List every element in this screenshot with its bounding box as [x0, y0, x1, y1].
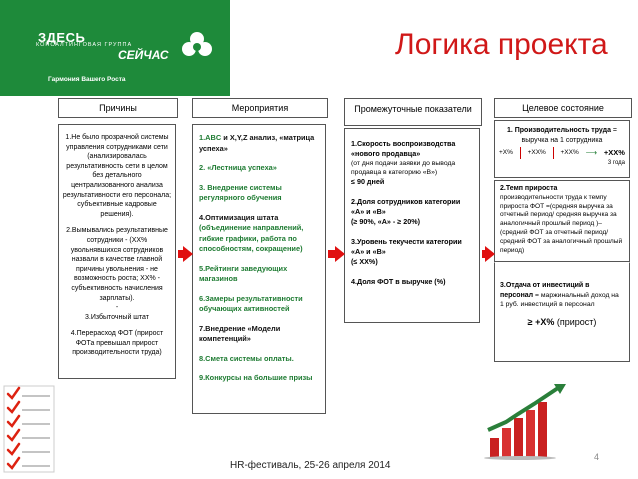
measure-item-1: [199, 133, 319, 154]
measure-item-4: [199, 213, 319, 255]
logo-line1: ЗДЕСЬ: [38, 30, 86, 45]
target-3-value-bold: ≥ +X%: [527, 316, 555, 327]
measures-header-label: Мероприятия: [231, 103, 289, 113]
cause-item-3: 3.Избыточный штат: [85, 313, 149, 321]
growth-chart-icon: [484, 382, 572, 460]
target-3-title: 3.Отдача от инвестиций в персонал: [500, 282, 590, 299]
step-1: +X%: [499, 149, 513, 157]
measure-9-key: 9.Конкурсы на большие призы: [199, 373, 313, 382]
causes-header-label: Причины: [99, 103, 137, 113]
target-1-title: 1. Производительность труда: [506, 127, 611, 134]
arrow-3-icon: [485, 246, 495, 262]
measure-4-rest: (объединение направлений, гибкие графики, работа по способностям, сокращение): [199, 223, 304, 253]
logo-line3: СЕЙЧАС: [118, 48, 169, 62]
kpi-1-title: 1.Скорость воспроизводства «нового продавца»: [351, 139, 456, 158]
kpi-1-note: (от дня подачи заявки до вывода продавца в категорию «В»): [351, 160, 456, 176]
intermediate-header-label: Промежуточные показатели: [354, 104, 472, 114]
measure-4-key: 4.Оптимизация штата: [199, 212, 279, 222]
intermediate-header: [344, 98, 482, 126]
measures-box: [192, 124, 326, 414]
target-3-value: [500, 318, 624, 328]
measure-5-key: 5.Рейтинги заведующих магазинов: [199, 263, 288, 283]
target-2-body: производительности труда к темпу прироста ФОТ =(средняя выручка за отчетный период/ средняя выручка за аналогичный прошлый период )– (средний ФОТ за отчетный период/ средний ФОТ за аналогичный прошлый период): [500, 193, 623, 254]
measure-item-8: [199, 354, 319, 365]
cause-item-2: 2.Вымывались результативные сотрудники - (XX% увольнявшихся сотрудников назвали в качестве главной причины увольнения - не возможность роста; XX% - субъективность начисления зарплаты).: [66, 227, 168, 302]
step-3: +XX%: [560, 149, 579, 157]
measure-item-6: [199, 294, 319, 315]
clover-logo-icon: [180, 30, 214, 64]
target-box-2: [494, 180, 630, 262]
target-1-steps: +X% +XX% +XX% ⟶ +XX%: [499, 148, 625, 158]
causes-header: [58, 98, 178, 118]
target-header-label: Целевое состояние: [522, 103, 604, 113]
target-header: [494, 98, 632, 118]
step-final: +XX%: [603, 148, 625, 158]
page-title: Логика проекта: [395, 28, 608, 61]
measure-6-key: 6.Замеры результативности обучающих активностей: [199, 293, 303, 313]
checklist-icon: [2, 382, 58, 474]
measure-item-2: [199, 163, 319, 174]
target-2-title: 2.Темп прироста: [500, 185, 558, 192]
target-1-period: 3 года: [607, 160, 625, 166]
footer-text: HR-фестиваль, 25-26 апреля 2014: [230, 460, 391, 471]
target-1-rest: = выручка на 1 сотрудника: [521, 127, 618, 144]
measure-1-rest: и X,Y,Z анализ, «матрица успеха»: [199, 133, 315, 153]
kpi-3-value: (≤ XX%): [351, 257, 378, 266]
kpi-1-value: ≤ 90 дней: [351, 177, 385, 186]
measures-header: [192, 98, 328, 118]
measure-1-key: 1.ABC: [199, 133, 222, 142]
cause-item-4: 4.Перерасход ФОТ (прирост ФОТа превышал прирост производительности труда): [70, 330, 164, 357]
page-number: 4: [594, 452, 600, 462]
kpi-3-title: 3.Уровень текучести категории «А» и «В»: [351, 237, 462, 256]
measure-3-key: 3. Внедрение системы регулярного обучения: [199, 182, 282, 202]
measure-2-key: 2. «Лестница успеха»: [199, 163, 277, 172]
target-box-3: [494, 262, 630, 362]
causes-box: [58, 124, 176, 379]
step-2: +XX%: [527, 149, 546, 157]
kpi-2-title: 2.Доля сотрудников категории «А» и «В»: [351, 197, 461, 216]
target-1-text: [499, 126, 625, 145]
target-box-1: [494, 120, 630, 178]
cause-item-1: 1.Не было прозрачной системы управления сотрудниками сети (анализировалась результативность сети в целом без детального централизованного анализа результативности его персонала; субъективные кадровые решения).: [62, 134, 172, 218]
logo-line2: КОНСАЛТИНГОВАЯ ГРУППА: [36, 42, 133, 48]
target-3-text: [500, 281, 624, 310]
measure-item-5: [199, 264, 319, 285]
intermediate-box: [344, 128, 480, 323]
target-3-value-rest: (прирост): [554, 316, 597, 327]
kpi-4-title: 4.Доля ФОТ в выручке (%): [351, 277, 446, 286]
measure-item-3: [199, 183, 319, 204]
logo-tagline: Гармония Вашего Роста: [48, 76, 126, 83]
kpi-2-value: (≥ 90%, «А» - ≥ 20%): [351, 217, 421, 226]
measure-7-key: 7.Внедрение «Модели компетенций»: [199, 323, 281, 343]
measure-item-9: [199, 373, 319, 384]
arrow-2-icon: [335, 246, 345, 262]
measure-item-7: [199, 324, 319, 345]
measure-8-key: 8.Смета системы оплаты.: [199, 353, 294, 363]
cause-item-dash: -: [115, 304, 119, 312]
logo-band: [0, 0, 230, 96]
target-3-body: = маржинальный доход на 1 руб. инвестиций в персонал: [500, 291, 619, 308]
arrow-1-icon: [183, 246, 193, 262]
